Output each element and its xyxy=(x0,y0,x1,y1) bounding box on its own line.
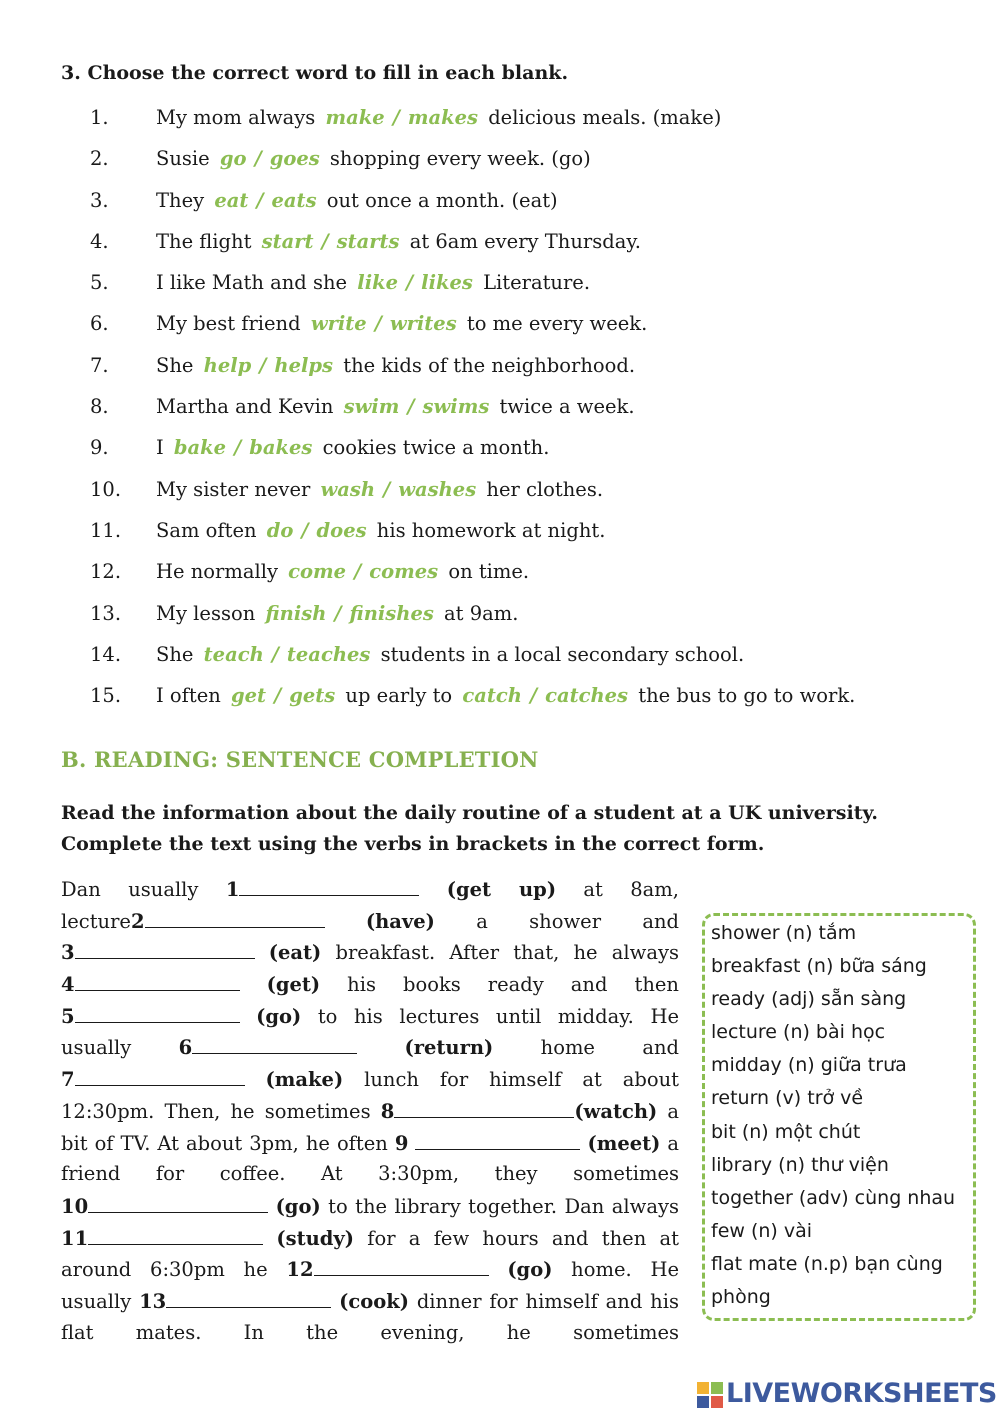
sentence-end: to me every week. xyxy=(460,312,648,336)
option-separator: / xyxy=(271,642,279,666)
exercise-heading: 3. Choose the correct word to fill in each blank. xyxy=(61,62,569,84)
option-swims[interactable]: swims xyxy=(422,395,490,419)
item-number: 9. xyxy=(90,436,109,460)
passage-text: home. He xyxy=(552,1258,679,1282)
option-goes[interactable]: goes xyxy=(269,147,320,171)
vocab-item: return (v) trở về xyxy=(711,1087,864,1110)
sentence-end: students in a local secondary school. xyxy=(374,642,745,666)
item-sentence xyxy=(156,230,641,253)
reading-line xyxy=(61,1194,679,1226)
option-catch[interactable]: catch xyxy=(462,684,522,708)
item-number: 5. xyxy=(90,271,109,295)
option-separator: / xyxy=(256,188,264,212)
passage-text xyxy=(489,1258,508,1281)
passage-text xyxy=(268,1195,275,1218)
reading-line xyxy=(61,877,679,909)
sentence-start: My lesson xyxy=(156,601,262,625)
sentence-end: Literature. xyxy=(476,271,591,295)
passage-text: lecture xyxy=(61,909,131,933)
passage-bold: (cook) xyxy=(339,1289,409,1313)
item-number: 6. xyxy=(90,312,109,336)
answer-blank[interactable] xyxy=(192,1035,357,1054)
exercise-list xyxy=(0,106,1000,725)
reading-line xyxy=(61,1321,679,1353)
answer-blank[interactable] xyxy=(166,1289,331,1308)
item-number: 1. xyxy=(90,106,109,129)
passage-text: usually xyxy=(61,1289,140,1313)
item-number: 4. xyxy=(90,229,109,253)
passage-text xyxy=(357,1036,404,1059)
item-number: 13. xyxy=(90,601,122,625)
reading-line xyxy=(61,1035,679,1067)
option-separator: / xyxy=(301,518,309,542)
sentence-start: Sam often xyxy=(156,518,263,542)
option-bakes[interactable]: bakes xyxy=(249,436,313,460)
reading-line xyxy=(61,1099,679,1131)
item-sentence xyxy=(156,354,635,377)
sentence-start: Susie xyxy=(156,147,216,171)
reading-line xyxy=(61,1131,679,1163)
passage-text: a xyxy=(660,1131,679,1155)
sentence-start: She xyxy=(156,353,200,377)
sentence-start: The flight xyxy=(156,229,258,253)
option-does[interactable]: does xyxy=(316,518,367,542)
sentence-start: I xyxy=(156,436,170,460)
reading-line xyxy=(61,1226,679,1258)
item-number: 3. xyxy=(90,188,109,212)
logo-text: LIVEWORKSHEETS xyxy=(726,1378,997,1409)
item-sentence xyxy=(156,684,855,707)
exercise-item xyxy=(0,147,1000,188)
item-number: 11. xyxy=(90,518,122,542)
passage-bold: (meet) xyxy=(587,1131,661,1155)
answer-blank[interactable] xyxy=(88,1194,268,1213)
reading-line xyxy=(61,940,679,972)
passage-bold: (have) xyxy=(365,909,435,933)
answer-blank[interactable] xyxy=(394,1099,574,1118)
option-teaches[interactable]: teaches xyxy=(286,642,371,666)
option-separator: / xyxy=(374,312,382,336)
option-bake[interactable]: bake xyxy=(173,436,227,460)
option-eat[interactable]: eat xyxy=(214,188,249,212)
vocab-item: library (n) thư viện xyxy=(711,1153,889,1176)
reading-line xyxy=(61,1067,679,1099)
option-starts[interactable]: starts xyxy=(336,229,400,253)
option-separator: / xyxy=(406,271,414,295)
section-b-title: B. READING: SENTENCE COMPLETION xyxy=(61,747,539,772)
passage-bold: 5 xyxy=(61,1004,75,1028)
passage-text: around 6:30pm he xyxy=(61,1258,287,1282)
passage-text xyxy=(325,910,366,933)
option-writes[interactable]: writes xyxy=(389,312,457,336)
vocab-item: shower (n) tắm xyxy=(711,922,857,944)
sentence-end: delicious meals. (make) xyxy=(482,106,722,129)
sentence-end: at 6am every Thursday. xyxy=(403,229,641,253)
sentence-middle: up early to xyxy=(339,684,459,708)
option-separator: / xyxy=(321,229,329,253)
exercise-item xyxy=(0,684,1000,725)
vocab-item: bit (n) một chút xyxy=(711,1120,861,1143)
option-separator: / xyxy=(259,353,267,377)
passage-bold: 10 xyxy=(61,1194,89,1218)
sentence-end: twice a week. xyxy=(493,395,635,419)
option-make[interactable]: make xyxy=(325,106,385,129)
item-number: 8. xyxy=(90,395,109,419)
passage-text: dinner for himself and his xyxy=(408,1289,679,1313)
passage-bold: (eat) xyxy=(268,941,322,965)
passage-text: his books ready and then xyxy=(320,973,679,997)
sentence-start: She xyxy=(156,642,200,666)
sentence-end: the bus to go to work. xyxy=(632,684,856,708)
passage-bold: (watch) xyxy=(574,1099,658,1123)
sentence-end: at 9am. xyxy=(437,601,519,625)
option-washes[interactable]: washes xyxy=(398,477,477,501)
answer-blank[interactable] xyxy=(415,1131,580,1150)
vocab-item: lecture (n) bài học xyxy=(711,1021,886,1044)
sentence-start: He normally xyxy=(156,560,285,584)
passage-text: usually xyxy=(61,1036,179,1060)
sentence-start: My best friend xyxy=(156,312,307,336)
passage-bold: (go) xyxy=(256,1004,302,1028)
sentence-end: out once a month. (eat) xyxy=(320,188,558,212)
reading-line xyxy=(61,909,679,941)
reading-line xyxy=(61,1004,679,1036)
option-wash[interactable]: wash xyxy=(320,477,376,501)
passage-bold: (study) xyxy=(276,1226,354,1250)
option-help[interactable]: help xyxy=(203,353,252,377)
item-number: 15. xyxy=(90,684,122,708)
option-helps[interactable]: helps xyxy=(274,353,334,377)
passage-text xyxy=(263,1227,276,1250)
exercise-item xyxy=(0,354,1000,395)
answer-blank[interactable] xyxy=(239,877,419,896)
exercise-item xyxy=(0,643,1000,684)
passage-text: 12:30pm. Then, he sometimes xyxy=(61,1099,381,1123)
vocab-item: few (n) vài xyxy=(711,1219,813,1242)
item-sentence xyxy=(156,271,590,294)
reading-line xyxy=(61,972,679,1004)
vocab-item: together (adv) cùng nhau xyxy=(711,1186,956,1209)
option-separator: / xyxy=(383,477,391,501)
option-separator: / xyxy=(254,147,262,171)
exercise-item xyxy=(0,519,1000,560)
sentence-end: cookies twice a month. xyxy=(316,436,550,460)
passage-bold: (go) xyxy=(507,1258,553,1282)
sentence-start: My mom always xyxy=(156,106,322,129)
exercise-item xyxy=(0,436,1000,477)
instruction-line-2: Complete the text using the verbs in brackets in the correct form. xyxy=(61,833,765,855)
passage-text: a xyxy=(657,1099,679,1123)
vocab-item: phòng xyxy=(711,1286,771,1309)
option-makes[interactable]: makes xyxy=(407,106,478,129)
option-separator: / xyxy=(274,684,282,708)
liveworksheets-logo xyxy=(697,1378,997,1410)
item-sentence xyxy=(156,602,518,625)
option-separator: / xyxy=(407,395,415,419)
sentence-end: his homework at night. xyxy=(370,518,606,542)
exercise-item xyxy=(0,271,1000,312)
option-teach[interactable]: teach xyxy=(203,642,264,666)
exercise-item xyxy=(0,312,1000,353)
exercise-item xyxy=(0,189,1000,230)
instruction-line-1: Read the information about the daily routine of a student at a UK university. xyxy=(61,802,878,824)
passage-bold: (get) xyxy=(266,973,321,997)
option-separator: / xyxy=(354,560,362,584)
passage-text: friend for coffee. At 3:30pm, they sometimes xyxy=(61,1162,679,1186)
passage-bold: 7 xyxy=(61,1068,75,1092)
option-go[interactable]: go xyxy=(219,147,247,171)
passage-bold: 4 xyxy=(61,973,75,997)
passage-text: flat mates. In the evening, he sometimes xyxy=(61,1320,679,1344)
passage-text xyxy=(255,941,269,964)
passage-text: at 8am, xyxy=(556,878,679,901)
option-separator: / xyxy=(234,436,242,460)
item-sentence xyxy=(156,560,529,583)
passage-text xyxy=(240,1005,257,1028)
vocabulary-list xyxy=(711,922,955,1319)
liveworksheets-logo-icon xyxy=(697,1382,723,1408)
passage-bold: 2 xyxy=(130,909,145,933)
answer-blank[interactable] xyxy=(75,972,240,991)
passage-bold: 8 xyxy=(380,1099,395,1123)
answer-blank[interactable] xyxy=(145,909,325,928)
section-b-instruction xyxy=(61,798,878,860)
option-gets[interactable]: gets xyxy=(289,684,336,708)
sentence-end: the kids of the neighborhood. xyxy=(337,353,636,377)
passage-text: for a few hours and then at xyxy=(354,1226,679,1250)
item-sentence xyxy=(156,436,549,459)
passage-bold: (return) xyxy=(404,1036,494,1060)
passage-text: breakfast. After that, he always xyxy=(321,941,679,965)
sentence-start: My sister never xyxy=(156,477,317,501)
passage-text: a shower and xyxy=(434,909,679,933)
option-comes[interactable]: comes xyxy=(369,560,439,584)
sentence-end: her clothes. xyxy=(480,477,604,501)
passage-text: home and xyxy=(493,1036,679,1060)
exercise-item xyxy=(0,230,1000,271)
option-catches[interactable]: catches xyxy=(545,684,629,708)
item-sentence xyxy=(156,312,647,335)
item-number: 14. xyxy=(90,642,122,666)
sentence-start: Martha and Kevin xyxy=(156,395,340,419)
passage-bold: 13 xyxy=(139,1289,167,1313)
option-get[interactable]: get xyxy=(231,684,267,708)
exercise-item xyxy=(0,602,1000,643)
item-sentence xyxy=(156,478,603,501)
option-like[interactable]: like xyxy=(357,271,399,295)
passage-text: to his lectures until midday. He xyxy=(301,1004,679,1028)
option-swim[interactable]: swim xyxy=(343,395,400,419)
item-sentence xyxy=(156,189,558,212)
passage-bold: 11 xyxy=(61,1226,89,1250)
vocab-item: ready (adj) sẵn sàng xyxy=(711,988,907,1011)
passage-bold: (get up) xyxy=(446,878,557,901)
item-number: 7. xyxy=(90,353,109,377)
sentence-end: on time. xyxy=(442,560,530,584)
answer-blank[interactable] xyxy=(75,1004,240,1023)
vocab-item: midday (n) giữa trưa xyxy=(711,1054,907,1077)
passage-bold: 9 xyxy=(394,1131,409,1155)
option-separator: / xyxy=(392,106,400,129)
answer-blank[interactable] xyxy=(88,1226,263,1245)
passage-text xyxy=(419,878,446,901)
vocab-item: flat mate (n.p) bạn cùng xyxy=(711,1252,943,1275)
exercise-item xyxy=(0,478,1000,519)
reading-passage xyxy=(61,877,679,1352)
option-finish[interactable]: finish xyxy=(265,601,327,625)
passage-text: lunch for himself at about xyxy=(343,1068,679,1092)
option-separator: / xyxy=(334,601,342,625)
option-write[interactable]: write xyxy=(310,312,367,336)
passage-text: Dan usually xyxy=(61,878,226,901)
exercise-item xyxy=(0,560,1000,601)
reading-line xyxy=(61,1162,679,1194)
sentence-start: I like Math and she xyxy=(156,271,354,295)
option-come[interactable]: come xyxy=(288,560,347,584)
item-sentence xyxy=(156,395,635,418)
vocabulary-box xyxy=(702,913,976,1321)
item-sentence xyxy=(156,643,744,666)
option-likes[interactable]: likes xyxy=(421,271,473,295)
passage-text xyxy=(408,1132,415,1155)
option-do[interactable]: do xyxy=(266,518,294,542)
passage-text xyxy=(331,1290,339,1313)
item-number: 2. xyxy=(90,147,109,171)
reading-line xyxy=(61,1289,679,1321)
passage-bold: 6 xyxy=(178,1036,193,1060)
vocab-item: breakfast (n) bữa sáng xyxy=(711,955,927,978)
passage-bold: 3 xyxy=(61,941,75,965)
answer-blank[interactable] xyxy=(75,1067,245,1086)
passage-bold: 12 xyxy=(286,1258,314,1282)
sentence-end: shopping every week. (go) xyxy=(323,147,591,171)
sentence-start: They xyxy=(156,188,211,212)
item-sentence xyxy=(156,519,605,542)
option-start[interactable]: start xyxy=(261,229,314,253)
passage-text: bit of TV. At about 3pm, he often xyxy=(61,1131,395,1155)
option-eats[interactable]: eats xyxy=(271,188,317,212)
passage-text xyxy=(240,973,267,996)
passage-bold: (go) xyxy=(275,1194,321,1218)
passage-text: to the library together. Dan always xyxy=(320,1194,679,1218)
sentence-start: I often xyxy=(156,684,227,708)
item-sentence xyxy=(156,147,591,170)
answer-blank[interactable] xyxy=(75,940,255,959)
passage-bold: 1 xyxy=(225,878,240,901)
item-number: 10. xyxy=(90,477,122,501)
option-separator: / xyxy=(529,684,538,708)
exercise-item xyxy=(0,106,1000,147)
reading-line xyxy=(61,1257,679,1289)
passage-text xyxy=(245,1068,266,1091)
answer-blank[interactable] xyxy=(314,1257,489,1276)
item-sentence xyxy=(156,106,721,129)
passage-bold: (make) xyxy=(265,1068,344,1092)
item-number: 12. xyxy=(90,560,122,584)
option-finishes[interactable]: finishes xyxy=(349,601,434,625)
exercise-item xyxy=(0,395,1000,436)
